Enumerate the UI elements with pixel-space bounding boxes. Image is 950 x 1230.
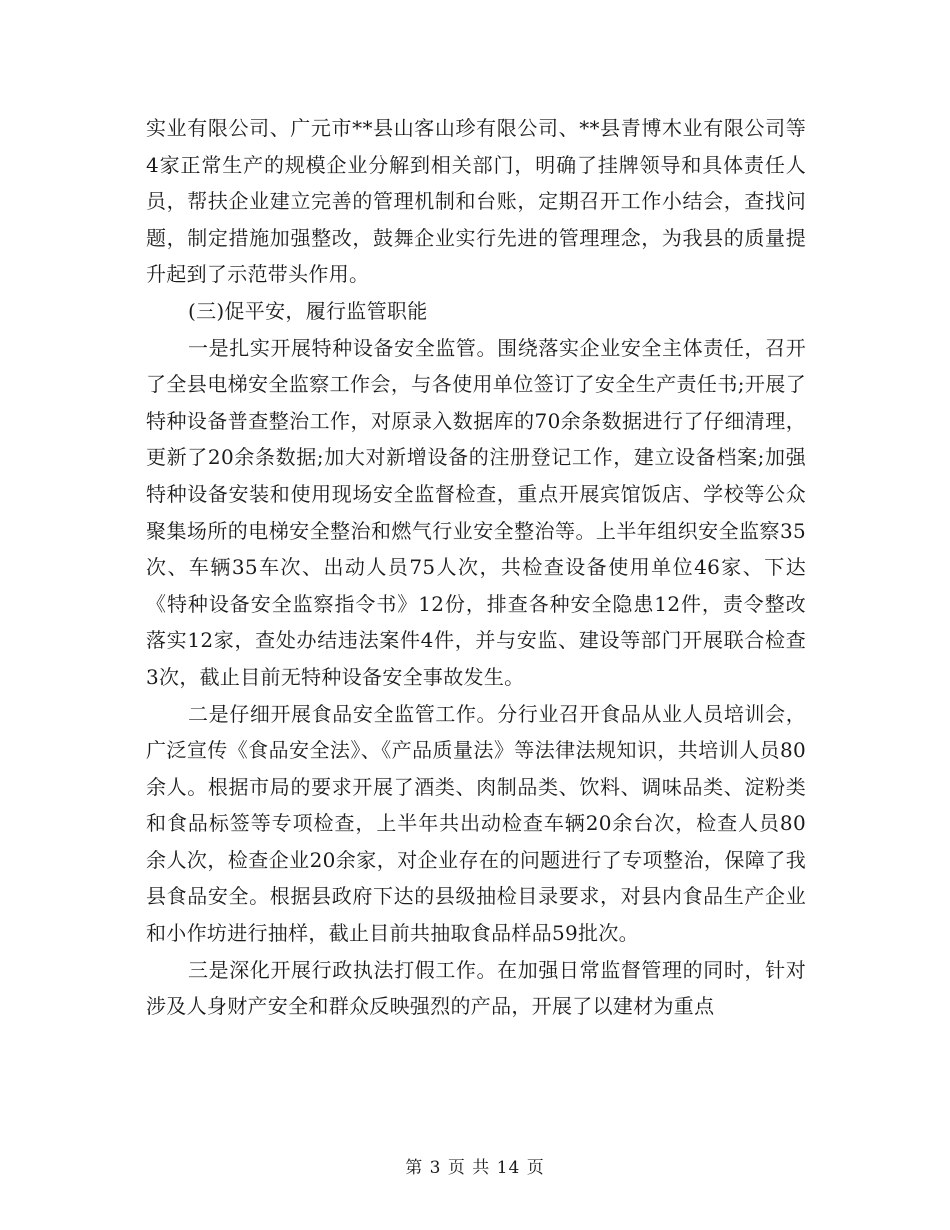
- document-body: [146, 110, 806, 1025]
- section-heading: (三)促平安，履行监管职能: [188, 298, 428, 323]
- paragraph-continuation: 实业有限公司、广元市**县山客山珍有限公司、**县青博木业有限公司等4家正常生产的规模企业分解到相关部门，明确了挂牌领导和具体责任人员，帮扶企业建立完善的管理机制和台账，定期召开工作小结会，查找问题，制定措施加强整改，鼓舞企业实行先进的管理理念，为我县的质量提升起到了示范带头作用。: [146, 116, 806, 287]
- paragraph-law-enforcement: 三是深化开展行政执法打假工作。在加强日常监督管理的同时，针对涉及人身财产安全和群众反映强烈的产品，开展了以建材为重点: [146, 957, 806, 1019]
- paragraph-special-equipment: 一是扎实开展特种设备安全监管。围绕落实企业安全主体责任，召开了全县电梯安全监察工作会，与各使用单位签订了安全生产责任书;开展了特种设备普查整治工作，对原录入数据库的70余条数据进行了仔细清理，更新了20余条数据;加大对新增设备的注册登记工作，建立设备档案;加强特种设备安装和使用现场安全监督检查，重点开展宾馆饭店、学校等公众聚集场所的电梯安全整治和燃气行业安全整治等。上半年组织安全监察35次、车辆35车次、出动人员75人次，共检查设备使用单位46家、下达《特种设备安全监察指令书》12份，排查各种安全隐患12件，责令整改落实12家，查处办结违法案件4件，并与安监、建设等部门开展联合检查3次，截止目前无特种设备安全事故发生。: [146, 335, 806, 689]
- page-footer: 第 3 页 共 14 页: [405, 1158, 545, 1178]
- paragraph-food-safety: 二是仔细开展食品安全监管工作。分行业召开食品从业人员培训会，广泛宣传《食品安全法》、《产品质量法》等法律法规知识，共培训人员80余人。根据市局的要求开展了酒类、肉制品类、饮料、调味品类、淀粉类和食品标签等专项检查，上半年共出动检查车辆20余台次，检查人员80余人次，检查企业20余家，对企业存在的问题进行了专项整治，保障了我县食品安全。根据县政府下达的县级抽检目录要求，对县内食品生产企业和小作坊进行抽样，截止目前共抽取食品样品59批次。: [146, 701, 806, 946]
